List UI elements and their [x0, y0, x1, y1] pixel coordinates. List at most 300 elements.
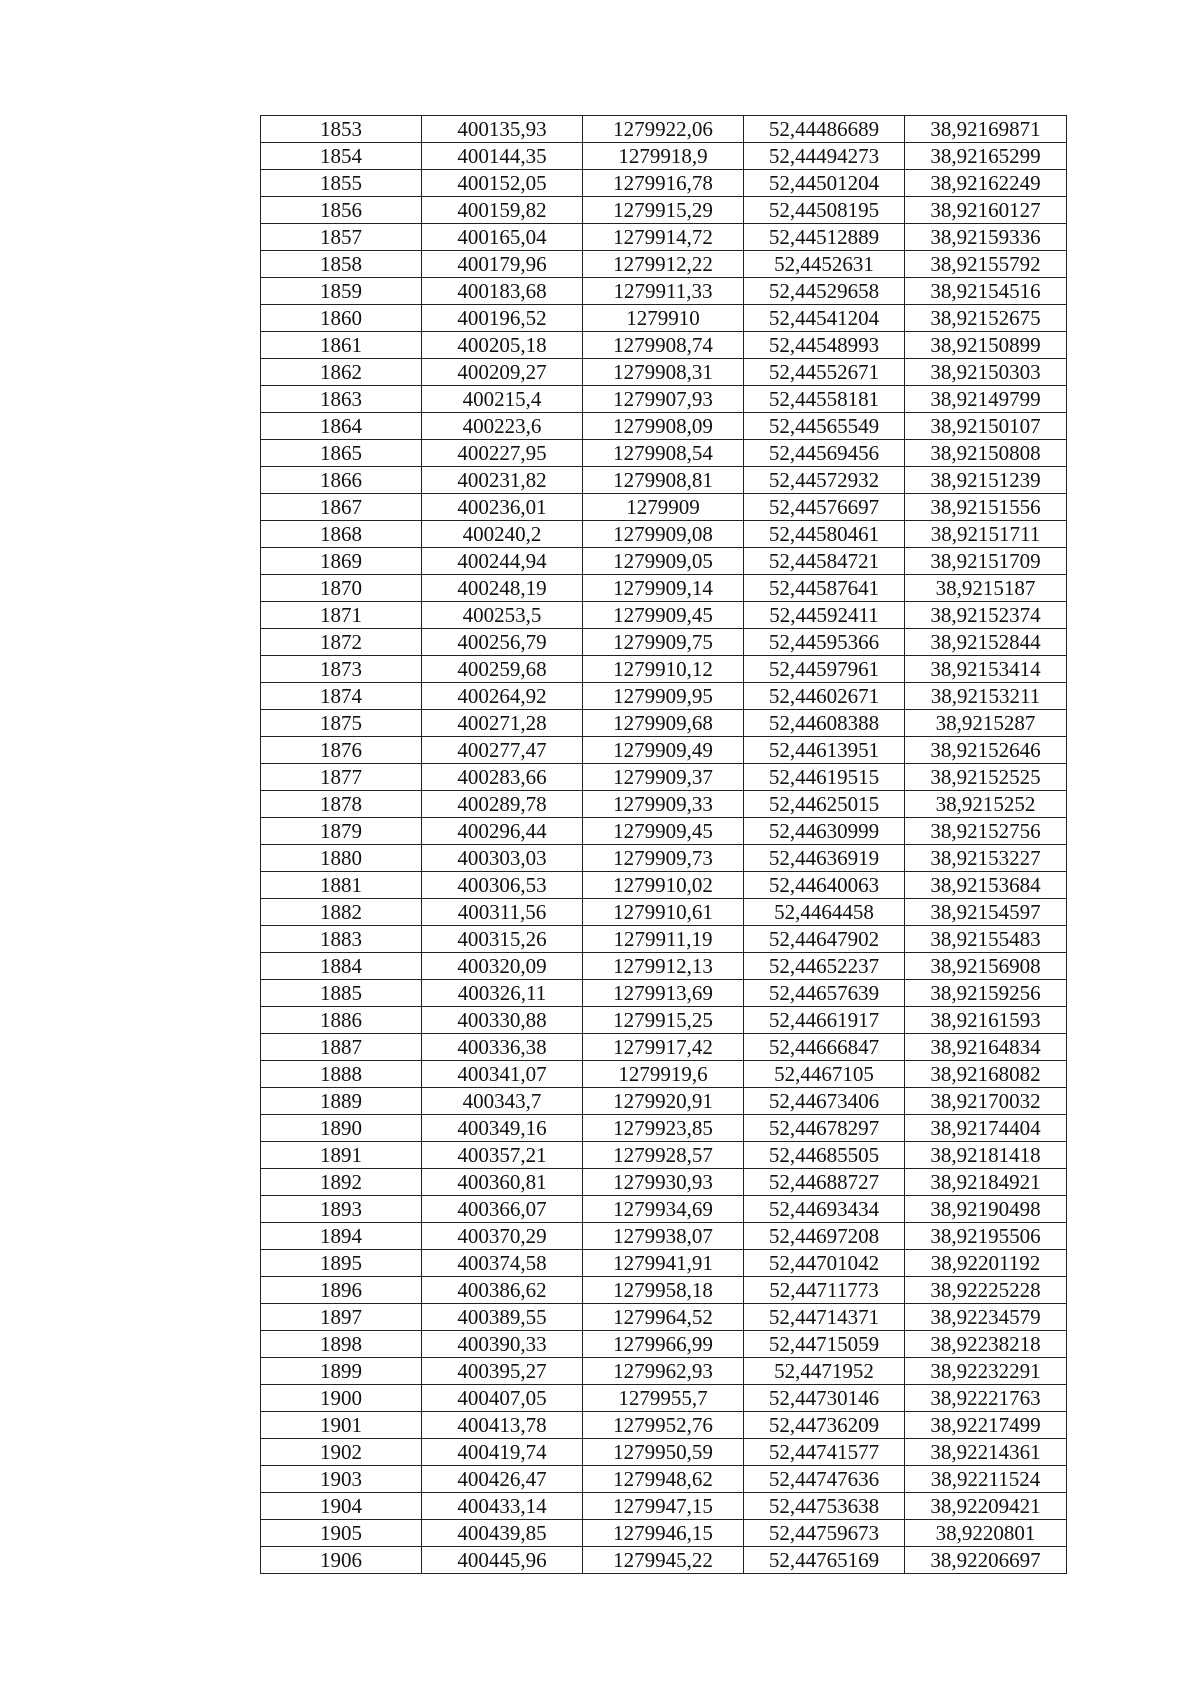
x-coordinate-cell: 400209,27 [422, 359, 583, 386]
x-coordinate-cell: 400253,5 [422, 602, 583, 629]
table-row [261, 575, 1067, 602]
longitude-cell: 38,92170032 [905, 1088, 1067, 1115]
latitude-cell: 52,44608388 [744, 710, 905, 737]
longitude-cell: 38,92151711 [905, 521, 1067, 548]
latitude-cell: 52,44753638 [744, 1493, 905, 1520]
latitude-cell: 52,44765169 [744, 1547, 905, 1574]
x-coordinate-cell: 400256,79 [422, 629, 583, 656]
latitude-cell: 52,44741577 [744, 1439, 905, 1466]
table-row [261, 1115, 1067, 1142]
table-row [261, 683, 1067, 710]
y-coordinate-cell: 1279911,33 [583, 278, 744, 305]
x-coordinate-cell: 400349,16 [422, 1115, 583, 1142]
longitude-cell: 38,92153684 [905, 872, 1067, 899]
longitude-cell: 38,92150808 [905, 440, 1067, 467]
y-coordinate-cell: 1279914,72 [583, 224, 744, 251]
y-coordinate-cell: 1279910 [583, 305, 744, 332]
x-coordinate-cell: 400326,11 [422, 980, 583, 1007]
table-row [261, 413, 1067, 440]
longitude-cell: 38,92169871 [905, 116, 1067, 143]
longitude-cell: 38,92154597 [905, 899, 1067, 926]
point-number-cell: 1899 [261, 1358, 422, 1385]
point-number-cell: 1893 [261, 1196, 422, 1223]
latitude-cell: 52,44714371 [744, 1304, 905, 1331]
y-coordinate-cell: 1279908,81 [583, 467, 744, 494]
point-number-cell: 1871 [261, 602, 422, 629]
latitude-cell: 52,44508195 [744, 197, 905, 224]
table-row [261, 1223, 1067, 1250]
point-number-cell: 1894 [261, 1223, 422, 1250]
y-coordinate-cell: 1279919,6 [583, 1061, 744, 1088]
latitude-cell: 52,44673406 [744, 1088, 905, 1115]
x-coordinate-cell: 400135,93 [422, 116, 583, 143]
x-coordinate-cell: 400390,33 [422, 1331, 583, 1358]
table-row [261, 1493, 1067, 1520]
point-number-cell: 1864 [261, 413, 422, 440]
point-number-cell: 1866 [261, 467, 422, 494]
y-coordinate-cell: 1279955,7 [583, 1385, 744, 1412]
longitude-cell: 38,92232291 [905, 1358, 1067, 1385]
point-number-cell: 1891 [261, 1142, 422, 1169]
longitude-cell: 38,9215252 [905, 791, 1067, 818]
latitude-cell: 52,44565549 [744, 413, 905, 440]
x-coordinate-cell: 400144,35 [422, 143, 583, 170]
y-coordinate-cell: 1279948,62 [583, 1466, 744, 1493]
y-coordinate-cell: 1279908,74 [583, 332, 744, 359]
x-coordinate-cell: 400296,44 [422, 818, 583, 845]
point-number-cell: 1890 [261, 1115, 422, 1142]
point-number-cell: 1861 [261, 332, 422, 359]
latitude-cell: 52,44572932 [744, 467, 905, 494]
table-row [261, 1331, 1067, 1358]
table-row [261, 1412, 1067, 1439]
latitude-cell: 52,44685505 [744, 1142, 905, 1169]
x-coordinate-cell: 400205,18 [422, 332, 583, 359]
longitude-cell: 38,92214361 [905, 1439, 1067, 1466]
point-number-cell: 1865 [261, 440, 422, 467]
longitude-cell: 38,92217499 [905, 1412, 1067, 1439]
latitude-cell: 52,44576697 [744, 494, 905, 521]
table-row [261, 1169, 1067, 1196]
point-number-cell: 1863 [261, 386, 422, 413]
y-coordinate-cell: 1279946,15 [583, 1520, 744, 1547]
y-coordinate-cell: 1279950,59 [583, 1439, 744, 1466]
longitude-cell: 38,92165299 [905, 143, 1067, 170]
y-coordinate-cell: 1279911,19 [583, 926, 744, 953]
x-coordinate-cell: 400407,05 [422, 1385, 583, 1412]
y-coordinate-cell: 1279909,49 [583, 737, 744, 764]
table-row [261, 764, 1067, 791]
y-coordinate-cell: 1279952,76 [583, 1412, 744, 1439]
table-row [261, 1439, 1067, 1466]
x-coordinate-cell: 400231,82 [422, 467, 583, 494]
point-number-cell: 1882 [261, 899, 422, 926]
longitude-cell: 38,92162249 [905, 170, 1067, 197]
x-coordinate-cell: 400413,78 [422, 1412, 583, 1439]
latitude-cell: 52,44613951 [744, 737, 905, 764]
latitude-cell: 52,44736209 [744, 1412, 905, 1439]
point-number-cell: 1896 [261, 1277, 422, 1304]
x-coordinate-cell: 400445,96 [422, 1547, 583, 1574]
point-number-cell: 1898 [261, 1331, 422, 1358]
latitude-cell: 52,44569456 [744, 440, 905, 467]
point-number-cell: 1900 [261, 1385, 422, 1412]
longitude-cell: 38,92159336 [905, 224, 1067, 251]
y-coordinate-cell: 1279918,9 [583, 143, 744, 170]
latitude-cell: 52,44688727 [744, 1169, 905, 1196]
table-row [261, 1277, 1067, 1304]
latitude-cell: 52,44587641 [744, 575, 905, 602]
x-coordinate-cell: 400366,07 [422, 1196, 583, 1223]
x-coordinate-cell: 400236,01 [422, 494, 583, 521]
latitude-cell: 52,44584721 [744, 548, 905, 575]
table-row [261, 1250, 1067, 1277]
longitude-cell: 38,92153211 [905, 683, 1067, 710]
y-coordinate-cell: 1279930,93 [583, 1169, 744, 1196]
longitude-cell: 38,92153227 [905, 845, 1067, 872]
longitude-cell: 38,92156908 [905, 953, 1067, 980]
x-coordinate-cell: 400336,38 [422, 1034, 583, 1061]
point-number-cell: 1881 [261, 872, 422, 899]
point-number-cell: 1902 [261, 1439, 422, 1466]
longitude-cell: 38,9215287 [905, 710, 1067, 737]
point-number-cell: 1879 [261, 818, 422, 845]
point-number-cell: 1875 [261, 710, 422, 737]
x-coordinate-cell: 400433,14 [422, 1493, 583, 1520]
latitude-cell: 52,44552671 [744, 359, 905, 386]
longitude-cell: 38,92151709 [905, 548, 1067, 575]
point-number-cell: 1855 [261, 170, 422, 197]
x-coordinate-cell: 400306,53 [422, 872, 583, 899]
y-coordinate-cell: 1279938,07 [583, 1223, 744, 1250]
table-row [261, 359, 1067, 386]
longitude-cell: 38,92150107 [905, 413, 1067, 440]
table-row [261, 278, 1067, 305]
latitude-cell: 52,44715059 [744, 1331, 905, 1358]
x-coordinate-cell: 400240,2 [422, 521, 583, 548]
longitude-cell: 38,92161593 [905, 1007, 1067, 1034]
y-coordinate-cell: 1279962,93 [583, 1358, 744, 1385]
y-coordinate-cell: 1279910,61 [583, 899, 744, 926]
point-number-cell: 1873 [261, 656, 422, 683]
y-coordinate-cell: 1279907,93 [583, 386, 744, 413]
table-row [261, 1466, 1067, 1493]
latitude-cell: 52,44730146 [744, 1385, 905, 1412]
coordinates-table [260, 115, 1067, 1574]
latitude-cell: 52,44501204 [744, 170, 905, 197]
table-row [261, 980, 1067, 1007]
latitude-cell: 52,44666847 [744, 1034, 905, 1061]
x-coordinate-cell: 400277,47 [422, 737, 583, 764]
y-coordinate-cell: 1279958,18 [583, 1277, 744, 1304]
longitude-cell: 38,92174404 [905, 1115, 1067, 1142]
latitude-cell: 52,44636919 [744, 845, 905, 872]
y-coordinate-cell: 1279917,42 [583, 1034, 744, 1061]
point-number-cell: 1860 [261, 305, 422, 332]
y-coordinate-cell: 1279947,15 [583, 1493, 744, 1520]
y-coordinate-cell: 1279941,91 [583, 1250, 744, 1277]
x-coordinate-cell: 400244,94 [422, 548, 583, 575]
longitude-cell: 38,92150303 [905, 359, 1067, 386]
y-coordinate-cell: 1279910,12 [583, 656, 744, 683]
y-coordinate-cell: 1279909,45 [583, 818, 744, 845]
point-number-cell: 1886 [261, 1007, 422, 1034]
longitude-cell: 38,92160127 [905, 197, 1067, 224]
y-coordinate-cell: 1279909,37 [583, 764, 744, 791]
point-number-cell: 1857 [261, 224, 422, 251]
longitude-cell: 38,92234579 [905, 1304, 1067, 1331]
point-number-cell: 1889 [261, 1088, 422, 1115]
y-coordinate-cell: 1279909,14 [583, 575, 744, 602]
latitude-cell: 52,44759673 [744, 1520, 905, 1547]
x-coordinate-cell: 400165,04 [422, 224, 583, 251]
table-row [261, 1547, 1067, 1574]
longitude-cell: 38,92164834 [905, 1034, 1067, 1061]
point-number-cell: 1853 [261, 116, 422, 143]
longitude-cell: 38,92149799 [905, 386, 1067, 413]
y-coordinate-cell: 1279909,95 [583, 683, 744, 710]
table-row [261, 872, 1067, 899]
x-coordinate-cell: 400248,19 [422, 575, 583, 602]
point-number-cell: 1885 [261, 980, 422, 1007]
longitude-cell: 38,92221763 [905, 1385, 1067, 1412]
y-coordinate-cell: 1279909,75 [583, 629, 744, 656]
latitude-cell: 52,44597961 [744, 656, 905, 683]
table-row [261, 629, 1067, 656]
point-number-cell: 1856 [261, 197, 422, 224]
longitude-cell: 38,92209421 [905, 1493, 1067, 1520]
longitude-cell: 38,9220801 [905, 1520, 1067, 1547]
y-coordinate-cell: 1279928,57 [583, 1142, 744, 1169]
x-coordinate-cell: 400315,26 [422, 926, 583, 953]
latitude-cell: 52,4467105 [744, 1061, 905, 1088]
point-number-cell: 1867 [261, 494, 422, 521]
longitude-cell: 38,92159256 [905, 980, 1067, 1007]
table-row [261, 467, 1067, 494]
point-number-cell: 1878 [261, 791, 422, 818]
latitude-cell: 52,44678297 [744, 1115, 905, 1142]
table-row [261, 602, 1067, 629]
point-number-cell: 1892 [261, 1169, 422, 1196]
y-coordinate-cell: 1279909,73 [583, 845, 744, 872]
table-row [261, 737, 1067, 764]
y-coordinate-cell: 1279909,05 [583, 548, 744, 575]
table-row [261, 521, 1067, 548]
y-coordinate-cell: 1279945,22 [583, 1547, 744, 1574]
longitude-cell: 38,92225228 [905, 1277, 1067, 1304]
x-coordinate-cell: 400320,09 [422, 953, 583, 980]
y-coordinate-cell: 1279913,69 [583, 980, 744, 1007]
y-coordinate-cell: 1279912,13 [583, 953, 744, 980]
table-row [261, 386, 1067, 413]
longitude-cell: 38,92195506 [905, 1223, 1067, 1250]
point-number-cell: 1903 [261, 1466, 422, 1493]
x-coordinate-cell: 400311,56 [422, 899, 583, 926]
table-row [261, 656, 1067, 683]
latitude-cell: 52,44512889 [744, 224, 905, 251]
x-coordinate-cell: 400271,28 [422, 710, 583, 737]
point-number-cell: 1858 [261, 251, 422, 278]
latitude-cell: 52,44657639 [744, 980, 905, 1007]
latitude-cell: 52,44595366 [744, 629, 905, 656]
x-coordinate-cell: 400223,6 [422, 413, 583, 440]
x-coordinate-cell: 400289,78 [422, 791, 583, 818]
y-coordinate-cell: 1279912,22 [583, 251, 744, 278]
point-number-cell: 1870 [261, 575, 422, 602]
point-number-cell: 1862 [261, 359, 422, 386]
x-coordinate-cell: 400386,62 [422, 1277, 583, 1304]
longitude-cell: 38,92181418 [905, 1142, 1067, 1169]
longitude-cell: 38,92152756 [905, 818, 1067, 845]
y-coordinate-cell: 1279916,78 [583, 170, 744, 197]
y-coordinate-cell: 1279915,29 [583, 197, 744, 224]
longitude-cell: 38,92155483 [905, 926, 1067, 953]
table-row [261, 494, 1067, 521]
table-row [261, 1061, 1067, 1088]
table-row [261, 197, 1067, 224]
point-number-cell: 1872 [261, 629, 422, 656]
table-row [261, 1520, 1067, 1547]
longitude-cell: 38,92152675 [905, 305, 1067, 332]
longitude-cell: 38,92151556 [905, 494, 1067, 521]
x-coordinate-cell: 400152,05 [422, 170, 583, 197]
latitude-cell: 52,44747636 [744, 1466, 905, 1493]
y-coordinate-cell: 1279909,68 [583, 710, 744, 737]
table-row [261, 791, 1067, 818]
x-coordinate-cell: 400196,52 [422, 305, 583, 332]
point-number-cell: 1876 [261, 737, 422, 764]
y-coordinate-cell: 1279908,31 [583, 359, 744, 386]
table-row [261, 953, 1067, 980]
longitude-cell: 38,9215187 [905, 575, 1067, 602]
latitude-cell: 52,4464458 [744, 899, 905, 926]
table-row [261, 170, 1067, 197]
y-coordinate-cell: 1279910,02 [583, 872, 744, 899]
latitude-cell: 52,44630999 [744, 818, 905, 845]
latitude-cell: 52,44661917 [744, 1007, 905, 1034]
x-coordinate-cell: 400341,07 [422, 1061, 583, 1088]
x-coordinate-cell: 400357,21 [422, 1142, 583, 1169]
x-coordinate-cell: 400426,47 [422, 1466, 583, 1493]
latitude-cell: 52,44640063 [744, 872, 905, 899]
x-coordinate-cell: 400283,66 [422, 764, 583, 791]
x-coordinate-cell: 400395,27 [422, 1358, 583, 1385]
x-coordinate-cell: 400370,29 [422, 1223, 583, 1250]
table-row [261, 818, 1067, 845]
y-coordinate-cell: 1279909,33 [583, 791, 744, 818]
y-coordinate-cell: 1279920,91 [583, 1088, 744, 1115]
point-number-cell: 1895 [261, 1250, 422, 1277]
point-number-cell: 1897 [261, 1304, 422, 1331]
point-number-cell: 1901 [261, 1412, 422, 1439]
longitude-cell: 38,92153414 [905, 656, 1067, 683]
x-coordinate-cell: 400303,03 [422, 845, 583, 872]
y-coordinate-cell: 1279934,69 [583, 1196, 744, 1223]
point-number-cell: 1906 [261, 1547, 422, 1574]
y-coordinate-cell: 1279966,99 [583, 1331, 744, 1358]
y-coordinate-cell: 1279922,06 [583, 116, 744, 143]
table-row [261, 440, 1067, 467]
point-number-cell: 1904 [261, 1493, 422, 1520]
latitude-cell: 52,44494273 [744, 143, 905, 170]
latitude-cell: 52,44701042 [744, 1250, 905, 1277]
table-row [261, 143, 1067, 170]
x-coordinate-cell: 400259,68 [422, 656, 583, 683]
latitude-cell: 52,44693434 [744, 1196, 905, 1223]
latitude-cell: 52,44580461 [744, 521, 905, 548]
longitude-cell: 38,92152525 [905, 764, 1067, 791]
y-coordinate-cell: 1279964,52 [583, 1304, 744, 1331]
latitude-cell: 52,44602671 [744, 683, 905, 710]
latitude-cell: 52,44711773 [744, 1277, 905, 1304]
longitude-cell: 38,92206697 [905, 1547, 1067, 1574]
table-row [261, 1304, 1067, 1331]
longitude-cell: 38,92152374 [905, 602, 1067, 629]
x-coordinate-cell: 400439,85 [422, 1520, 583, 1547]
x-coordinate-cell: 400264,92 [422, 683, 583, 710]
longitude-cell: 38,92152844 [905, 629, 1067, 656]
y-coordinate-cell: 1279915,25 [583, 1007, 744, 1034]
table-row [261, 845, 1067, 872]
point-number-cell: 1874 [261, 683, 422, 710]
table-row [261, 548, 1067, 575]
longitude-cell: 38,92168082 [905, 1061, 1067, 1088]
x-coordinate-cell: 400343,7 [422, 1088, 583, 1115]
latitude-cell: 52,44558181 [744, 386, 905, 413]
longitude-cell: 38,92151239 [905, 467, 1067, 494]
table-row [261, 899, 1067, 926]
point-number-cell: 1883 [261, 926, 422, 953]
y-coordinate-cell: 1279909,08 [583, 521, 744, 548]
table-row [261, 710, 1067, 737]
latitude-cell: 52,44697208 [744, 1223, 905, 1250]
x-coordinate-cell: 400374,58 [422, 1250, 583, 1277]
latitude-cell: 52,44625015 [744, 791, 905, 818]
point-number-cell: 1880 [261, 845, 422, 872]
table-row [261, 1358, 1067, 1385]
point-number-cell: 1877 [261, 764, 422, 791]
table-row [261, 926, 1067, 953]
latitude-cell: 52,44486689 [744, 116, 905, 143]
x-coordinate-cell: 400360,81 [422, 1169, 583, 1196]
x-coordinate-cell: 400227,95 [422, 440, 583, 467]
latitude-cell: 52,44647902 [744, 926, 905, 953]
x-coordinate-cell: 400179,96 [422, 251, 583, 278]
latitude-cell: 52,4452631 [744, 251, 905, 278]
latitude-cell: 52,44592411 [744, 602, 905, 629]
x-coordinate-cell: 400389,55 [422, 1304, 583, 1331]
longitude-cell: 38,92201192 [905, 1250, 1067, 1277]
x-coordinate-cell: 400183,68 [422, 278, 583, 305]
table-row [261, 1007, 1067, 1034]
point-number-cell: 1859 [261, 278, 422, 305]
y-coordinate-cell: 1279909 [583, 494, 744, 521]
y-coordinate-cell: 1279923,85 [583, 1115, 744, 1142]
longitude-cell: 38,92184921 [905, 1169, 1067, 1196]
table-row [261, 1196, 1067, 1223]
latitude-cell: 52,44548993 [744, 332, 905, 359]
point-number-cell: 1868 [261, 521, 422, 548]
table-row [261, 116, 1067, 143]
longitude-cell: 38,92238218 [905, 1331, 1067, 1358]
point-number-cell: 1869 [261, 548, 422, 575]
longitude-cell: 38,92152646 [905, 737, 1067, 764]
table-row [261, 1385, 1067, 1412]
latitude-cell: 52,44619515 [744, 764, 905, 791]
table-row [261, 1088, 1067, 1115]
latitude-cell: 52,44541204 [744, 305, 905, 332]
table-row [261, 251, 1067, 278]
